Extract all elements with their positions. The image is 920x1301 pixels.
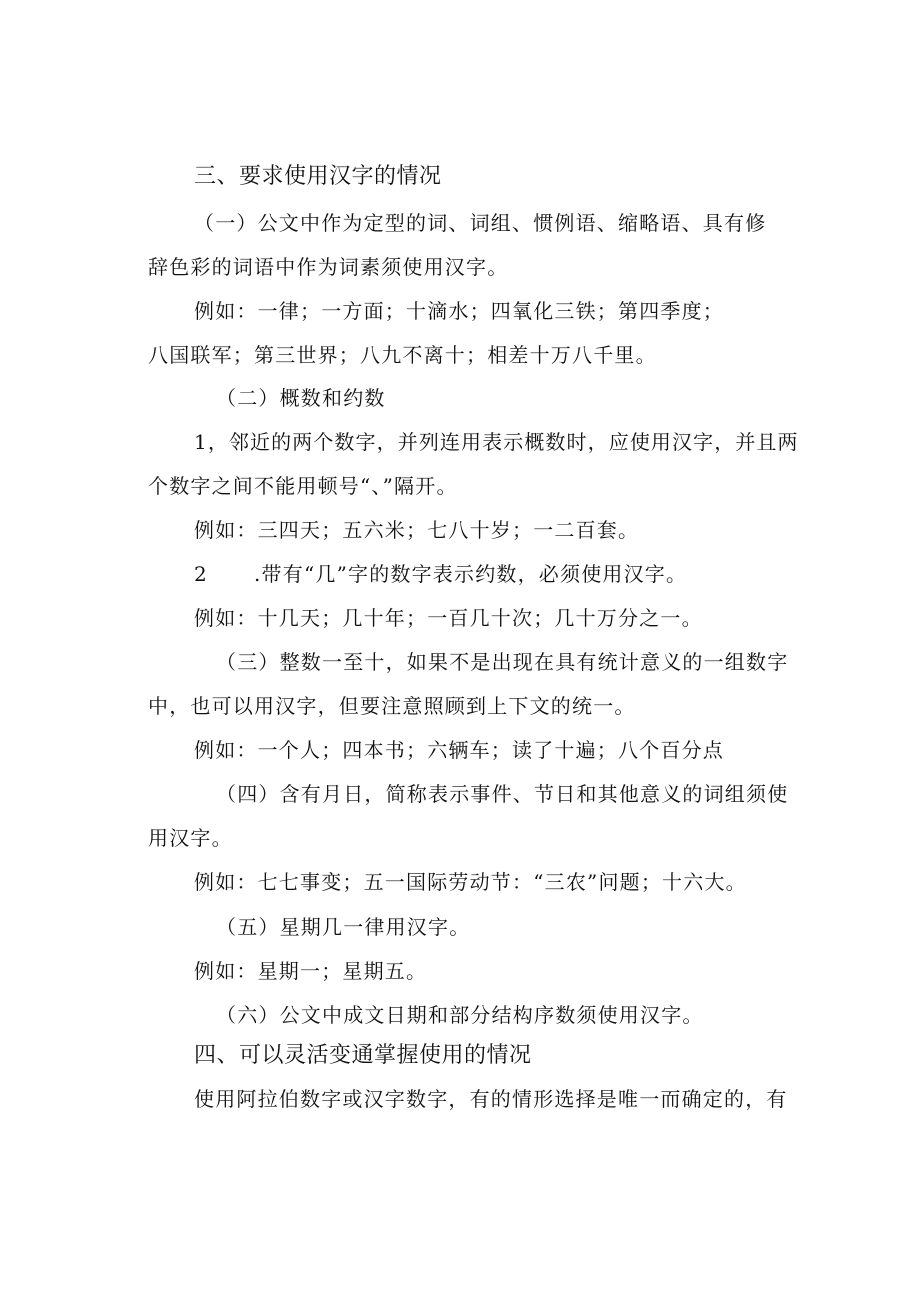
section-three-heading: 三、要求使用汉字的情况 <box>194 164 442 189</box>
section-four-heading: 四、可以灵活变通掌握使用的情况 <box>194 1043 532 1068</box>
item-six-line-1: （六）公文中成文日期和部分结构序数须使用汉字。 <box>216 1003 704 1027</box>
item-four-line-2: 用汉字。 <box>148 826 233 850</box>
item-three-example: 例如：一个人；四本书；六辆车；读了十遍；八个百分点 <box>194 738 724 762</box>
item-two-point-two-number: 2 <box>194 562 208 586</box>
item-three-line-2: 中，也可以用汉字，但要注意照顾到上下文的统一。 <box>148 694 636 718</box>
item-two-example-two: 例如：十几天；几十年；一百几十次；几十万分之一。 <box>194 606 703 630</box>
item-two-point-two-text: .带有“几”字的数字表示约数，必须使用汉字。 <box>254 562 688 586</box>
item-two-title: （二）概数和约数 <box>216 386 386 410</box>
item-one-example-line-2: 八国联军；第三世界；八九不离十；相差十万八千里。 <box>148 343 657 367</box>
item-two-point-one-line-2: 个数字之间不能用顿号“、”隔开。 <box>148 474 458 498</box>
item-four-line-1: （四）含有月日，简称表示事件、节日和其他意义的词组须使 <box>216 782 789 806</box>
item-two-example-one: 例如：三四天；五六米；七八十岁；一二百套。 <box>194 518 640 542</box>
item-one-line-1: （一）公文中作为定型的词、词组、惯例语、缩略语、具有修 <box>194 211 767 235</box>
item-four-example: 例如：七七事变；五一国际劳动节：“三农”问题；十六大。 <box>194 870 747 894</box>
item-five-example: 例如：星期一；星期五。 <box>194 959 428 983</box>
item-five-line-1: （五）星期几一律用汉字。 <box>216 915 471 939</box>
item-one-example-line-1: 例如：一律；一方面；十滴水；四氧化三铁；第四季度； <box>194 299 724 323</box>
item-three-line-1: （三）整数一至十，如果不是出现在具有统计意义的一组数字 <box>216 650 789 674</box>
item-two-point-one-line-1: 1，邻近的两个数字，并列连用表示概数时，应使用汉字，并且两 <box>194 430 799 454</box>
section-four-line-1: 使用阿拉伯数字或汉字数字，有的情形选择是唯一而确定的，有 <box>194 1087 788 1111</box>
item-one-line-2: 辞色彩的词语中作为词素须使用汉字。 <box>148 255 509 279</box>
